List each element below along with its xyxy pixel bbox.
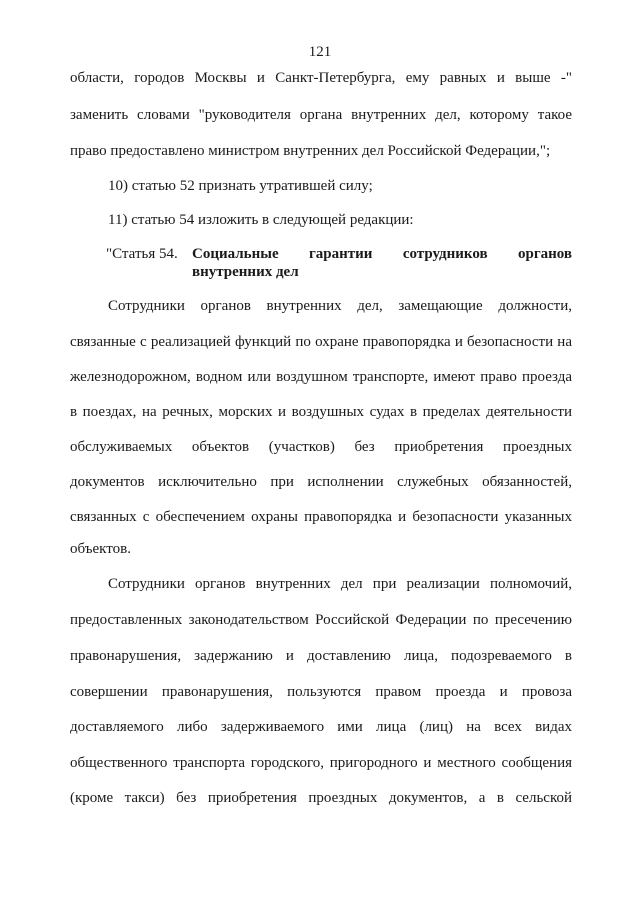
article-number: "Статья 54. (106, 246, 178, 262)
paragraph-1-line-3: железнодорожном, водном или воздушном транспорте, имеют право проезда (70, 369, 572, 385)
paragraph-2-line-5: доставляемого либо задерживаемого ими лица (лиц) на всех видах (70, 719, 572, 735)
paragraph-1-line-5: обслуживаемых объектов (участков) без приобретения проездных (70, 439, 572, 455)
paragraph-1-line-2: связанные с реализацией функций по охране правопорядка и безопасности на (70, 334, 572, 350)
paragraph-2-line-3: правонарушения, задержанию и доставлению лица, подозреваемого в (70, 648, 572, 664)
intro-line-2: заменить словами "руководителя органа внутренних дел, которому такое (70, 107, 572, 123)
paragraph-2-line-7: (кроме такси) без приобретения проездных документов, а в сельской (70, 790, 572, 806)
article-title-line-1: Социальные гарантии сотрудников органов (192, 246, 572, 262)
intro-line-3: право предоставлено министром внутренних дел Российской Федерации,"; (70, 143, 551, 159)
paragraph-1-line-7: связанных с обеспечением охраны правопорядка и безопасности указанных (70, 509, 572, 525)
paragraph-1-line-4: в поездах, на речных, морских и воздушных судах в пределах деятельности (70, 404, 572, 420)
paragraph-2-line-1: Сотрудники органов внутренних дел при реализации полномочий, (108, 576, 572, 592)
paragraph-2-line-4: совершении правонарушения, пользуются правом проезда и провоза (70, 684, 572, 700)
paragraph-1-line-1: Сотрудники органов внутренних дел, замещающие должности, (108, 298, 572, 314)
item-11: 11) статью 54 изложить в следующей редакции: (108, 212, 414, 228)
article-title-line-2: внутренних дел (192, 264, 299, 280)
paragraph-1-line-6: документов исключительно при исполнении служебных обязанностей, (70, 474, 572, 490)
paragraph-2-line-6: общественного транспорта городского, пригородного и местного сообщения (70, 755, 572, 771)
paragraph-2-line-2: предоставленных законодательством Российской Федерации по пресечению (70, 612, 572, 628)
paragraph-1-line-8: объектов. (70, 541, 131, 557)
page-number: 121 (308, 44, 332, 60)
intro-line-1: области, городов Москвы и Санкт-Петербурга, ему равных и выше -" (70, 70, 572, 86)
item-10: 10) статью 52 признать утратившей силу; (108, 178, 373, 194)
